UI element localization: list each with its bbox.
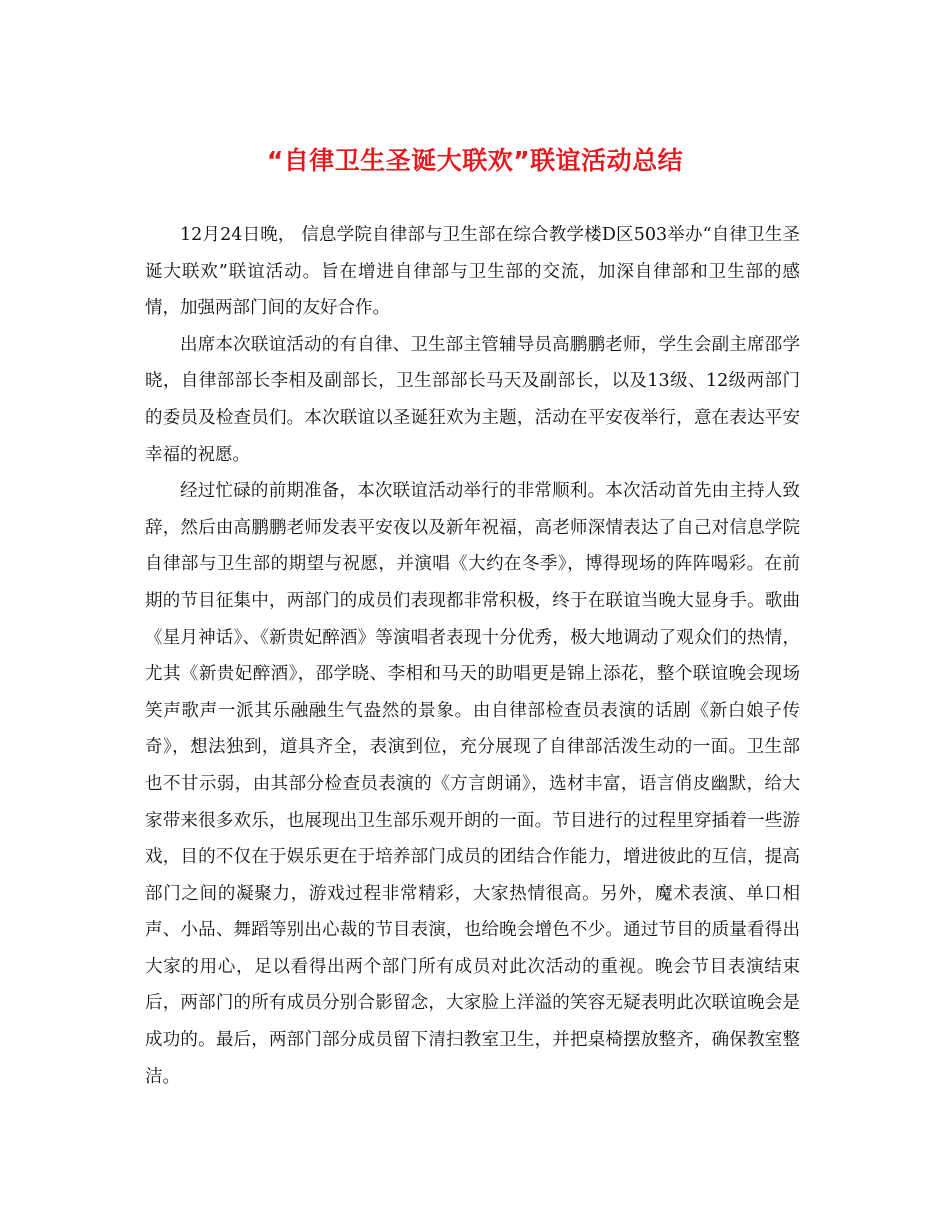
paragraph-2: 出席本次联谊活动的有自律、卫生部主管辅导员高鹏鹏老师，学生会副主席邵学晓，自律部部长李相及副部长，卫生部部长马天及副部长，以及13级、12级两部门的委员及检查员们。本次联谊以圣诞狂欢为主题，活动在平安夜举行，意在表达平安幸福的祝愿。: [145, 334, 800, 465]
document-title: “自律卫生圣诞大联欢”联谊活动总结: [266, 146, 684, 175]
paragraph-3: 经过忙碌的前期准备，本次联谊活动举行的非常顺利。本次活动首先由主持人致辞，然后由高鹏鹏老师发表平安夜以及新年祝福，高老师深情表达了自己对信息学院自律部与卫生部的期望与祝愿，并演唱《大约在冬季》，博得现场的阵阵喝彩。在前期的节目征集中，两部门的成员们表现都非常积极，终于在联谊当晚大显身手。歌曲《星月神话》、《新贵妃醉酒》等演唱者表现十分优秀，极大地调动了观众们的热情，尤其《新贵妃醉酒》，邵学晓、李相和马天的助唱更是锦上添花，整个联谊晚会现场笑声歌声一派其乐融融生气盎然的景象。由自律部检查员表演的话剧《新白娘子传奇》，想法独到，道具齐全，表演到位，充分展现了自律部活泼生动的一面。卫生部也不甘示弱，由其部分检查员表演的《方言朗诵》，选材丰富，语言俏皮幽默，给大家带来很多欢乐，也展现出卫生部乐观开朗的一面。节目进行的过程里穿插着一些游戏，目的不仅在于娱乐更在于培养部门成员的团结合作能力，增进彼此的互信，提高部门之间的凝聚力，游戏过程非常精彩，大家热情很高。另外，魔术表演、单口相声、小品、舞蹈等别出心裁的节目表演，也给晚会增色不少。通过节目的质量看得出大家的用心，足以看得出两个部门所有成员对此次活动的重视。晚会节目表演结束后，两部门的所有成员分别合影留念，大家脸上洋溢的笑容无疑表明此次联谊晚会是成功的。最后，两部门部分成员留下清扫教室卫生，并把桌椅摆放整齐，确保教室整洁。: [145, 481, 800, 1087]
paragraph-1: 12月24日晚， 信息学院自律部与卫生部在综合教学楼D区503举办“自律卫生圣诞大联欢”联谊活动。旨在增进自律部与卫生部的交流，加深自律部和卫生部的感情，加强两部门间的友好合作。: [145, 225, 800, 319]
document-body: [145, 217, 800, 1095]
